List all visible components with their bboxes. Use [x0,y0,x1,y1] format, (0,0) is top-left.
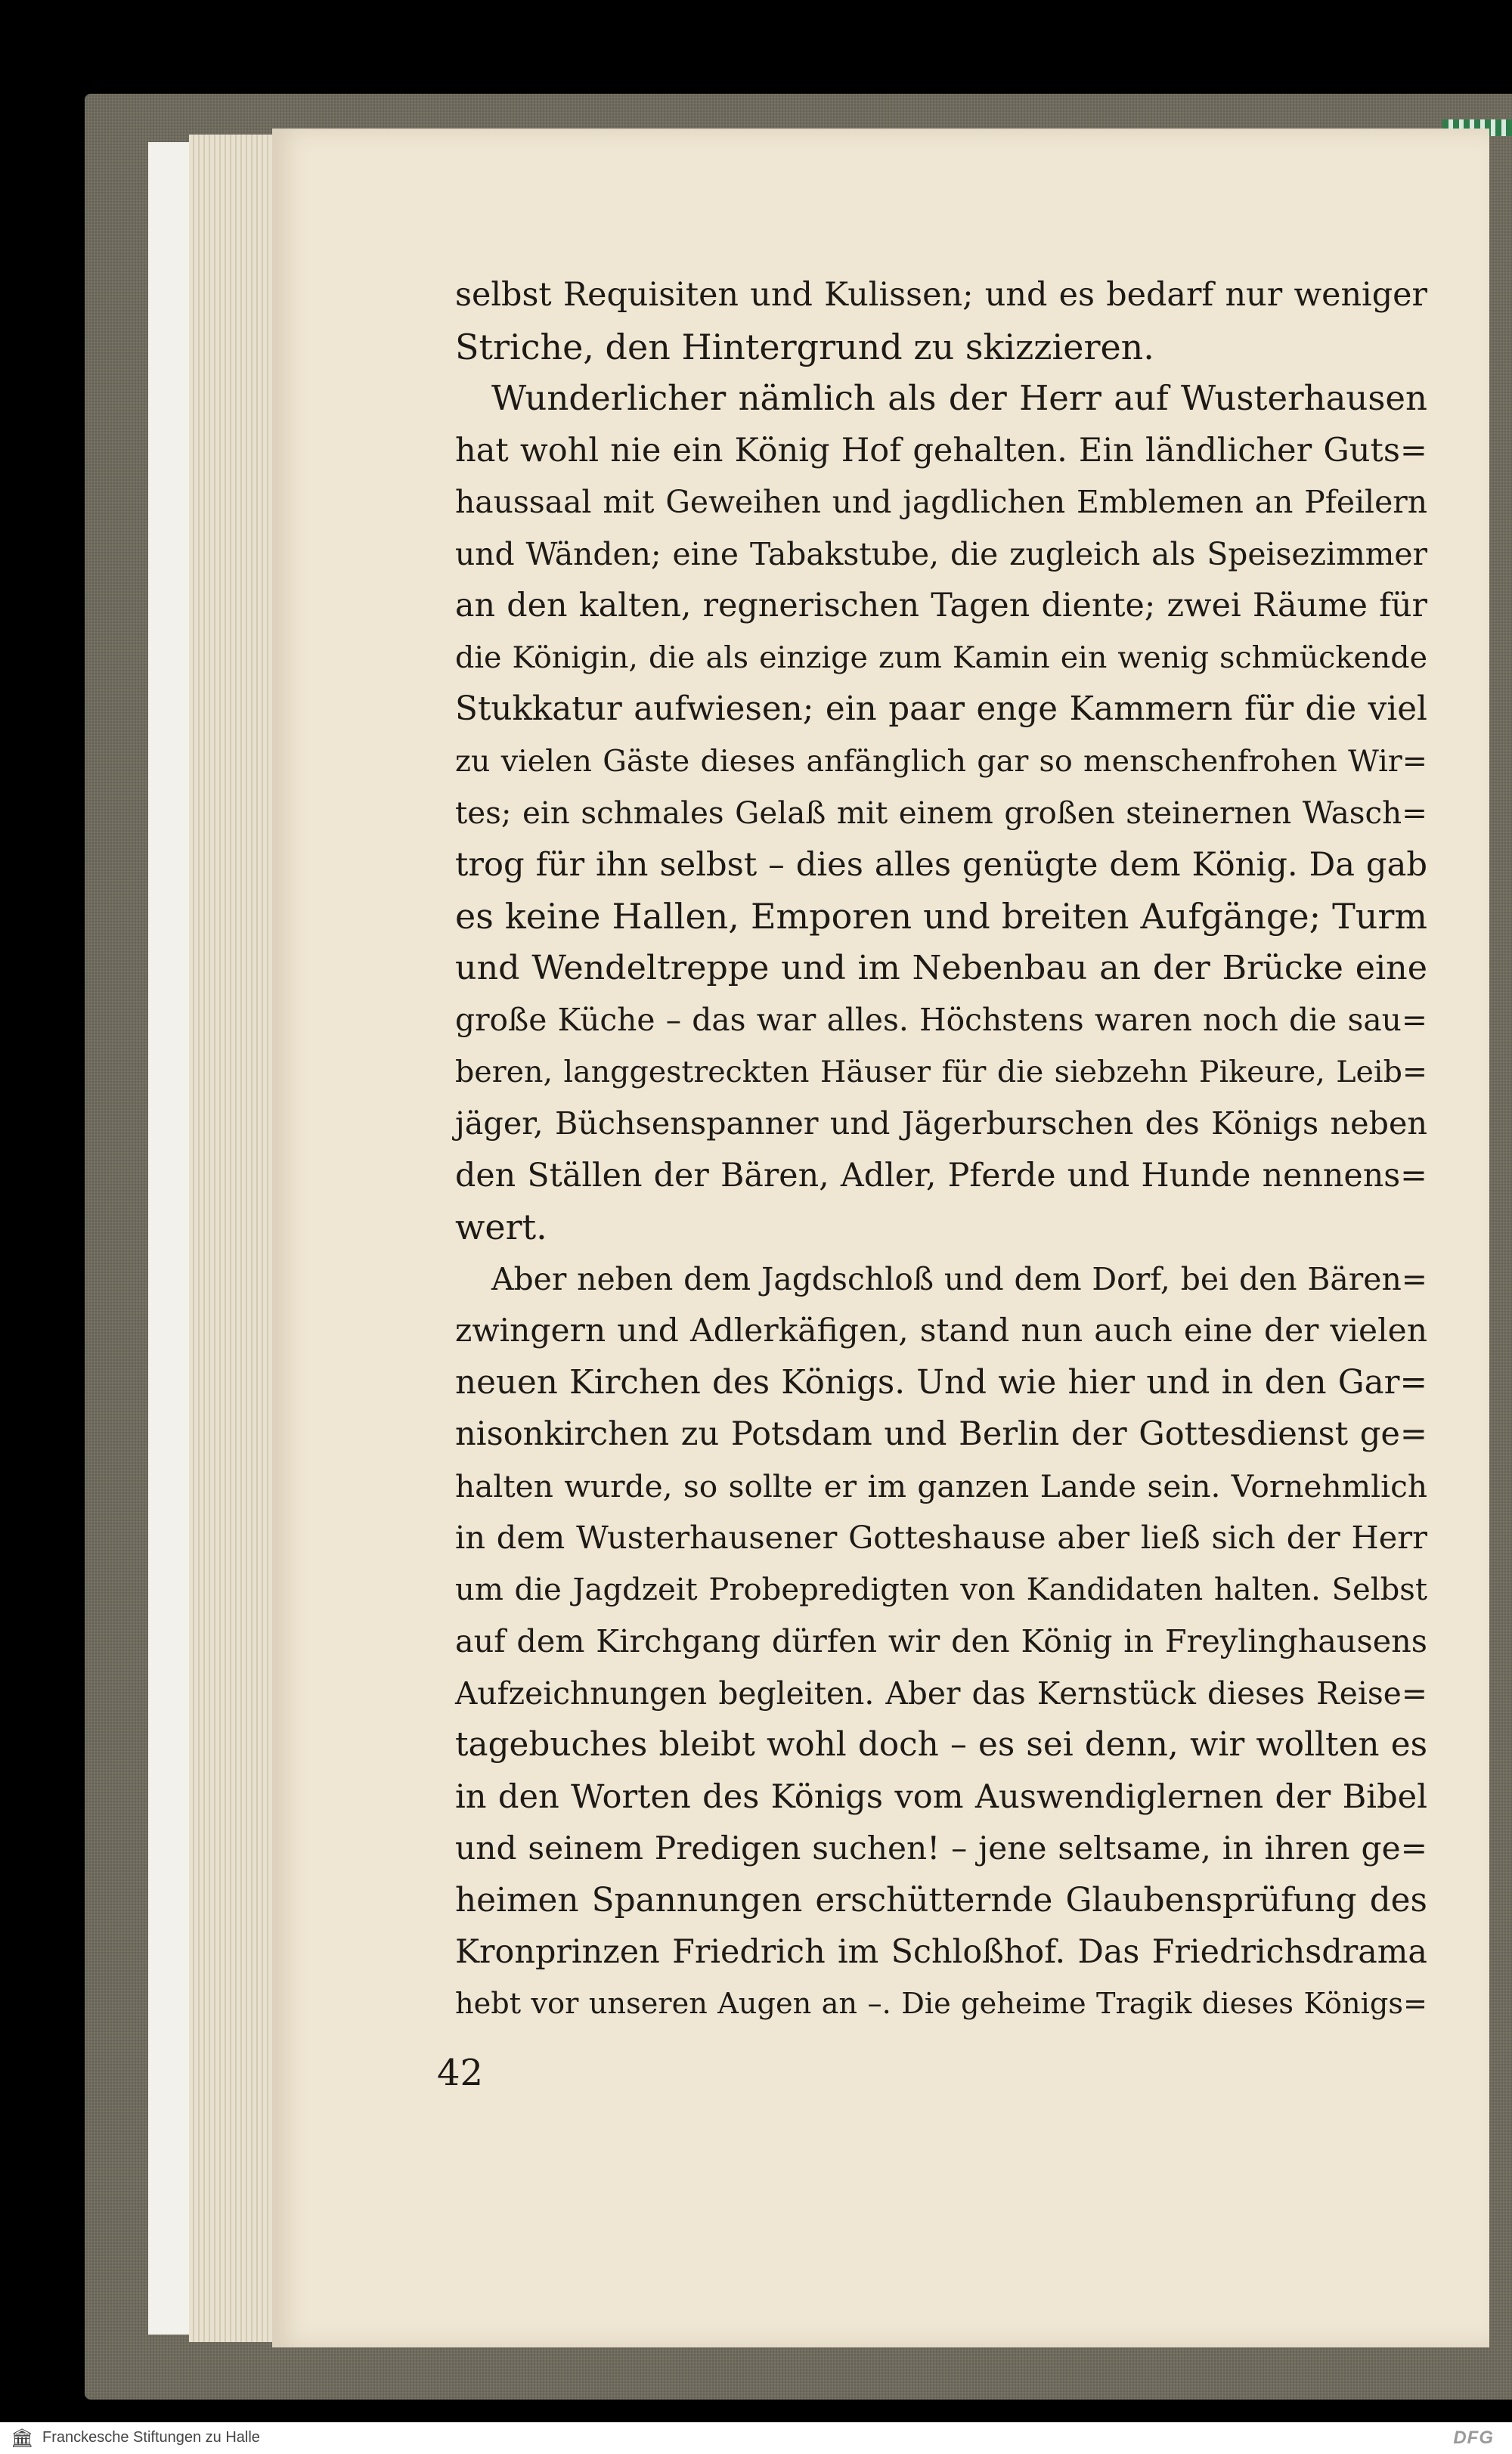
text-line: und Wänden; eine Tabakstube, die zugleich als Speisezimmer [455,535,1427,572]
text-line: um die Jagdzeit Probepredigten von Kandidaten halten. Selbst [455,1572,1427,1607]
text-line: den Ställen der Bären, Adler, Pferde und Hunde nennens= [455,1156,1427,1194]
institution-name: Franckesche Stiftungen zu Halle [42,2429,260,2446]
building-icon: 🏛 [11,2428,34,2449]
text-line: haussaal mit Geweihen und jagdlichen Emblemen an Pfeilern [455,484,1427,520]
text-line: an den kalten, regnerischen Tagen diente; zwei Räume für [455,587,1427,624]
page-number: 42 [437,2052,484,2094]
text-line: tes; ein schmales Gelaß mit einem großen steinernen Wasch= [455,795,1427,831]
text-line: die Königin, die als einzige zum Kamin ein wenig schmückende [455,640,1427,675]
text-line: und seinem Predigen suchen! – jene seltsame, in ihren ge= [455,1830,1427,1867]
text-line: zu vielen Gäste dieses anfänglich gar so menschenfrohen Wir= [455,743,1427,779]
text-line: Wunderlicher nämlich als der Herr auf Wusterhausen [491,378,1427,418]
text-line: große Küche – das war alles. Höchstens waren noch die sau= [455,1002,1427,1038]
book-page [272,129,1489,2347]
footer-bar [0,2422,1512,2454]
text-line: heimen Spannungen erschütternde Glaubensprüfung des [455,1880,1427,1920]
text-line: Striche, den Hintergrund zu skizzieren. [455,326,1154,367]
text-line: wert. [455,1207,547,1247]
text-line: tagebuches bleibt wohl doch – es sei denn, wir wollten es [455,1725,1427,1764]
text-line: Aber neben dem Jagdschloß und dem Dorf, bei den Bären= [491,1260,1427,1297]
text-line: zwingern und Adlerkäfigen, stand nun auch eine der vielen [455,1312,1427,1349]
text-line: hat wohl nie ein König Hof gehalten. Ein ländlicher Guts= [455,431,1427,469]
text-line: jäger, Büchsenspanner und Jägerburschen des Königs neben [455,1105,1427,1142]
text-line: Aufzeichnungen begleiten. Aber das Kernstück dieses Reise= [455,1675,1427,1712]
body-text [455,269,1427,2030]
text-line: nisonkirchen zu Potsdam und Berlin der Gottesdienst ge= [455,1415,1427,1453]
dfg-logo: DFG [1453,2428,1494,2448]
text-line: neuen Kirchen des Königs. Und wie hier und in den Gar= [455,1363,1427,1402]
text-line: halten wurde, so sollte er im ganzen Lande sein. Vornehmlich [455,1467,1427,1504]
text-line: selbst Requisiten und Kulissen; und es bedarf nur weniger [455,276,1427,314]
flyleaf [148,142,194,2335]
text-line: in dem Wusterhausener Gotteshause aber ließ sich der Herr [455,1519,1427,1556]
text-line: Kronprinzen Friedrich im Schloßhof. Das Friedrichsdrama [455,1933,1427,1971]
text-line: in den Worten des Königs vom Auswendiglernen der Bibel [455,1777,1427,1816]
text-line: hebt vor unseren Augen an –. Die geheime Tragik dieses Königs= [455,1987,1427,2021]
text-line: und Wendeltreppe und im Nebenbau an der Brücke eine [455,948,1427,987]
text-line: Stukkatur aufwiesen; ein paar enge Kammern für die viel [455,690,1427,728]
text-line: es keine Hallen, Emporen und breiten Aufgänge; Turm [455,896,1427,937]
text-line: trog für ihn selbst – dies alles genügte dem König. Da gab [455,845,1427,884]
text-line: beren, langgestreckten Häuser für die siebzehn Pikeure, Leib= [455,1054,1427,1089]
text-line: auf dem Kirchgang dürfen wir den König in Freylinghausens [455,1623,1427,1659]
